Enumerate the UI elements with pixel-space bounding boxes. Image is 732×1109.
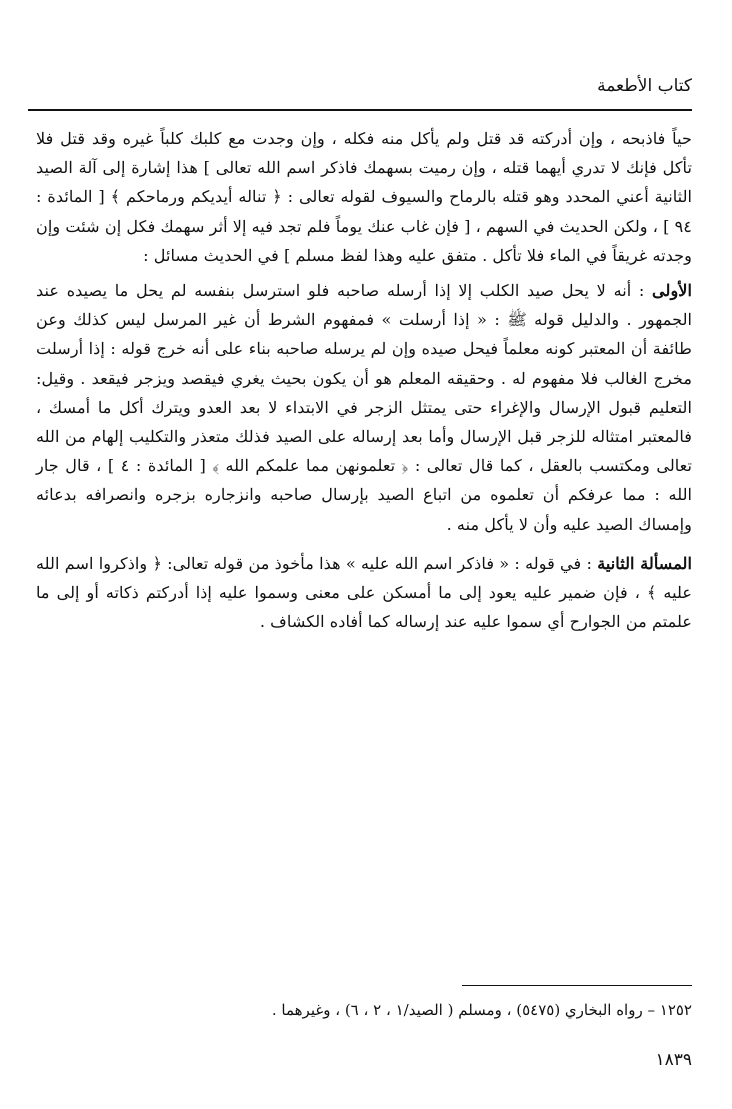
paragraph-text: : أنه لا يحل صيد الكلب إلا إذا أرسله صاحبه فلو استرسل بنفسه لم يحل ما يصيده عند الجمهور . والدليل قوله ﷺ : « إذا أرسلت » فمفهوم الشرط أن غير المرسل ليس كذلك وعن طائفة أن المعتبر كونه معلماً فيحل صيده وإن لم يرسله صاحبه بناء على أنه خرج قوله : إذا أرسلت مخرج الغالب فلا مفهوم له . وحقيقه المعلم هو أن يكون بحيث يغري فيقصد ويزجر فيقعد . وقيل: التعليم قبول الإرسال والإغراء حتى يمتثل الزجر في الابتداء لا بعد العدو ويترك أكل ما أمسك ، فالمعتبر امتثاله للزجر قبل الإرسال وأما بعد إرساله على الصيد فذلك متعذر والتكليب إلهام من الله تعالى ومكتسب بالعقل ، كما قال تعالى : ﴿ تعلمونهن مما علمكم الله ﴾ [ المائدة : ٤ ] ، قال جار الله : مما عرفكم أن تعلموه من اتباع الصيد بإرسال صاحبه وانزجاره بزجره وانصرافه بدعائه وإمساك الصيد عليه وأن لا يأكل منه . <box>36 281 692 534</box>
header-rule <box>28 109 692 111</box>
paragraph-lead: المسألة الثانية <box>597 553 692 573</box>
paragraph-intro <box>36 124 692 270</box>
main-text <box>36 124 692 646</box>
paragraph-text: حياً فاذبحه ، وإن أدركته قد قتل ولم يأكل منه فكله ، وإن وجدت مع كلبك كلباً غيره وقد قتل فلا تأكل فإنك لا تدري أيهما قتله ، وإن رميت بسهمك فاذكر اسم الله تعالى ] هذا إشارة إلى آلة الصيد الثانية أعني المحدد وهو قتله بالرماح والسيوف لقوله تعالى : ﴿ تناله أيديكم ورماحكم ﴾ [ المائدة : ٩٤ ] ، ولكن الحديث في السهم ، [ فإن غاب عنك يوماً فلم تجد فيه إلا أثر سهمك فكل إن شئت وإن وجدته غريقاً في الماء فلا تأكل . متفق عليه وهذا لفظ مسلم ] في الحديث مسائل : <box>36 129 692 265</box>
footnote: ١٢٥٢ – رواه البخاري (٥٤٧٥) ، ومسلم ( الصيد/١ ، ٢ ، ٦) ، وغيرهما . <box>271 1001 692 1019</box>
paragraph-text: : في قوله : « فاذكر اسم الله عليه » هذا مأخوذ من قوله تعالى: ﴿ واذكروا اسم الله عليه ﴾ ، فإن ضمير عليه يعود إلى ما أمسكن على معنى وسموا عليه إذا أدركتم ذكاته أو إلى ما علمتم من الجوارح أي سموا عليه عند إرساله كما أفاده الكشاف . <box>36 553 692 632</box>
paragraph-lead: الأولى <box>652 281 692 301</box>
paragraph-first-issue <box>36 276 692 539</box>
running-header-title: كتاب الأطعمة <box>597 76 692 96</box>
paragraph-second-issue <box>36 549 692 637</box>
page-number: ١٨٣٩ <box>655 1050 692 1070</box>
footnote-rule <box>462 985 692 986</box>
